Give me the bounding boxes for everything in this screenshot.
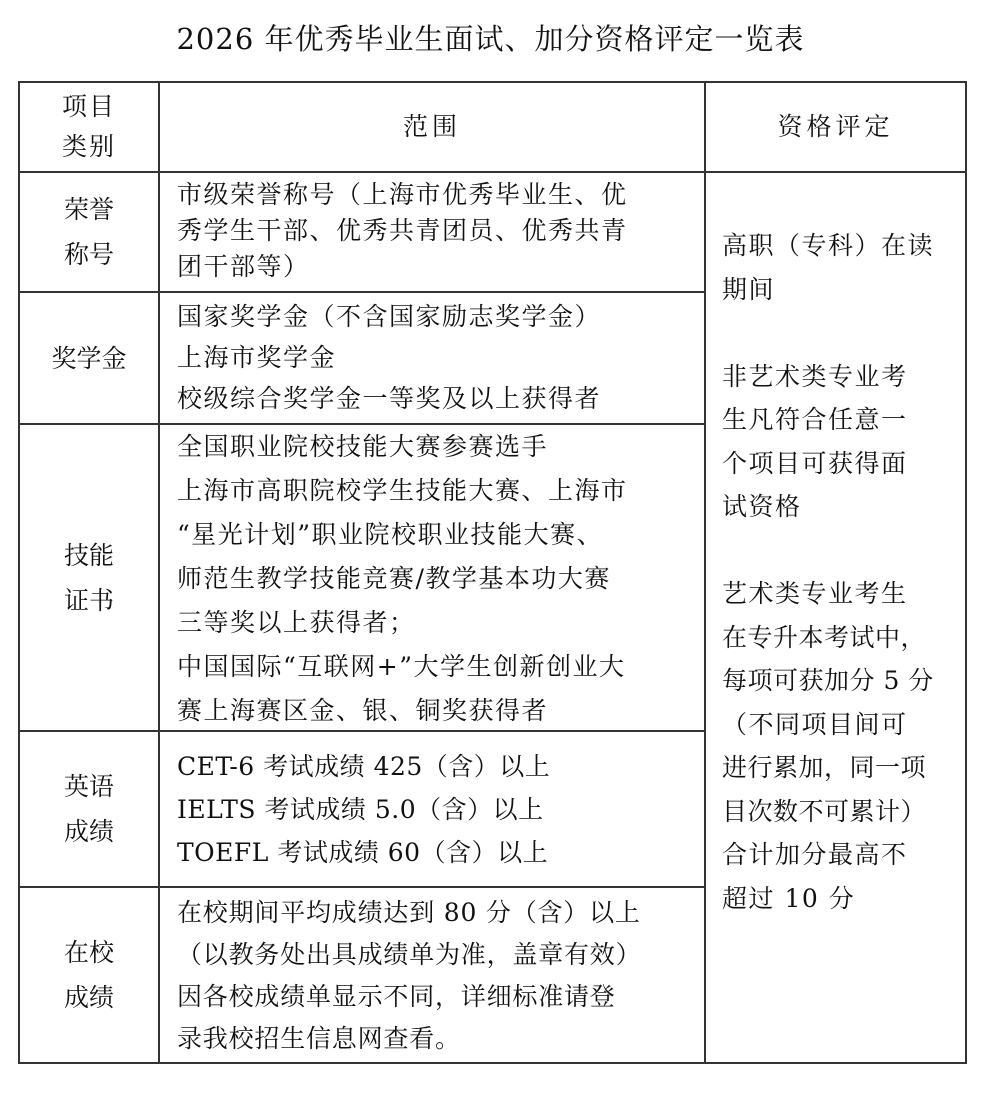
scope-school-grade bbox=[177, 892, 704, 1062]
qualification-line: 非艺术类专业考 bbox=[722, 361, 908, 391]
scope-line: 师范生教学技能竞赛/教学基本功大赛 bbox=[177, 564, 611, 593]
header-category-line: 类别 bbox=[61, 132, 116, 161]
category-line: 技能 bbox=[63, 540, 114, 570]
category-line: 证书 bbox=[63, 585, 114, 615]
qualification-line: 个项目可获得面 bbox=[722, 448, 908, 478]
scope-line: IELTS 考试成绩 5.0（含）以上 bbox=[177, 795, 544, 824]
qualification-table bbox=[18, 81, 967, 1064]
scope-honor-title bbox=[177, 177, 704, 291]
scope-line: （以教务处出具成绩单为准，盖章有效） bbox=[177, 940, 642, 969]
scope-line: 市级荣誉称号（上海市优秀毕业生、优 bbox=[177, 180, 628, 209]
header-scope: 范围 bbox=[402, 112, 461, 141]
scope-line: TOEFL 考试成绩 60（含）以上 bbox=[177, 838, 549, 867]
scope-english-score bbox=[177, 745, 704, 886]
category-skill-certificate bbox=[20, 425, 158, 730]
category-line: 在校 bbox=[63, 938, 114, 967]
category-line: 荣誉 bbox=[63, 195, 114, 224]
scope-line: 在校期间平均成绩达到 80 分（含）以上 bbox=[177, 898, 641, 927]
qualification-line: 生凡符合任意一 bbox=[722, 405, 908, 434]
scope-line: 上海市高职院校学生技能大赛、上海市 bbox=[177, 476, 628, 505]
category-honor-title bbox=[20, 173, 158, 291]
qualification-description bbox=[722, 224, 965, 1044]
header-category-line: 项目 bbox=[61, 92, 116, 121]
qualification-line: 在专升本考试中， bbox=[722, 622, 927, 652]
qualification-line: 合计加分最高不 bbox=[722, 840, 908, 869]
qualification-line: 试资格 bbox=[722, 492, 802, 521]
category-line: 称号 bbox=[63, 240, 114, 269]
category-line: 成绩 bbox=[63, 817, 114, 846]
column-divider-scope bbox=[704, 83, 706, 1062]
scope-line: 团干部等） bbox=[177, 252, 310, 281]
scope-line: 全国职业院校技能大赛参赛选手 bbox=[177, 432, 549, 461]
category-scholarship bbox=[20, 293, 158, 423]
qualification-line: 进行累加，同一项 bbox=[722, 753, 927, 782]
scope-line: 上海市奖学金 bbox=[177, 343, 337, 372]
category-line: 成绩 bbox=[63, 983, 114, 1012]
qualification-line: 每项可获加分 5 分 bbox=[722, 666, 934, 695]
category-line: 英语 bbox=[63, 772, 114, 801]
qualification-line: （不同项目间可 bbox=[722, 709, 908, 739]
qualification-line: 目次数不可累计） bbox=[722, 796, 927, 826]
scope-line: 三等奖以上获得者； bbox=[177, 608, 416, 637]
category-school-grade bbox=[20, 888, 158, 1062]
row-divider-header bbox=[20, 171, 965, 173]
column-divider-category bbox=[158, 83, 160, 1062]
scope-line: 录我校招生信息网查看。 bbox=[177, 1024, 461, 1053]
category-line: 奖学金 bbox=[51, 343, 127, 373]
qualification-line: 超过 10 分 bbox=[722, 883, 856, 913]
scope-line: 赛上海赛区金、银、铜奖获得者 bbox=[177, 696, 549, 725]
page-title: 2026 年优秀毕业生面试、加分资格评定一览表 bbox=[176, 22, 805, 56]
qualification-line: 高职（专科）在读 bbox=[722, 231, 935, 260]
scope-line: 校级综合奖学金一等奖及以上获得者 bbox=[177, 384, 602, 413]
scope-line: “星光计划”职业院校职业技能大赛、 bbox=[177, 520, 604, 549]
header-qualification: 资格评定 bbox=[777, 112, 894, 141]
qualification-line: 艺术类专业考生 bbox=[722, 579, 908, 608]
header-category bbox=[20, 83, 158, 171]
scope-skill-certificate bbox=[177, 425, 704, 730]
category-english-score bbox=[20, 732, 158, 886]
scope-line: 中国国际“互联网+”大学生创新创业大 bbox=[177, 652, 626, 681]
qualification-line: 期间 bbox=[722, 274, 776, 304]
scope-line: 因各校成绩单显示不同，详细标准请登 bbox=[177, 982, 616, 1011]
scope-line: 秀学生干部、优秀共青团员、优秀共青 bbox=[177, 216, 628, 245]
scope-line: 国家奖学金（不含国家励志奖学金） bbox=[177, 302, 602, 331]
scope-line: CET-6 考试成绩 425（含）以上 bbox=[177, 752, 551, 781]
scope-scholarship bbox=[177, 296, 704, 423]
